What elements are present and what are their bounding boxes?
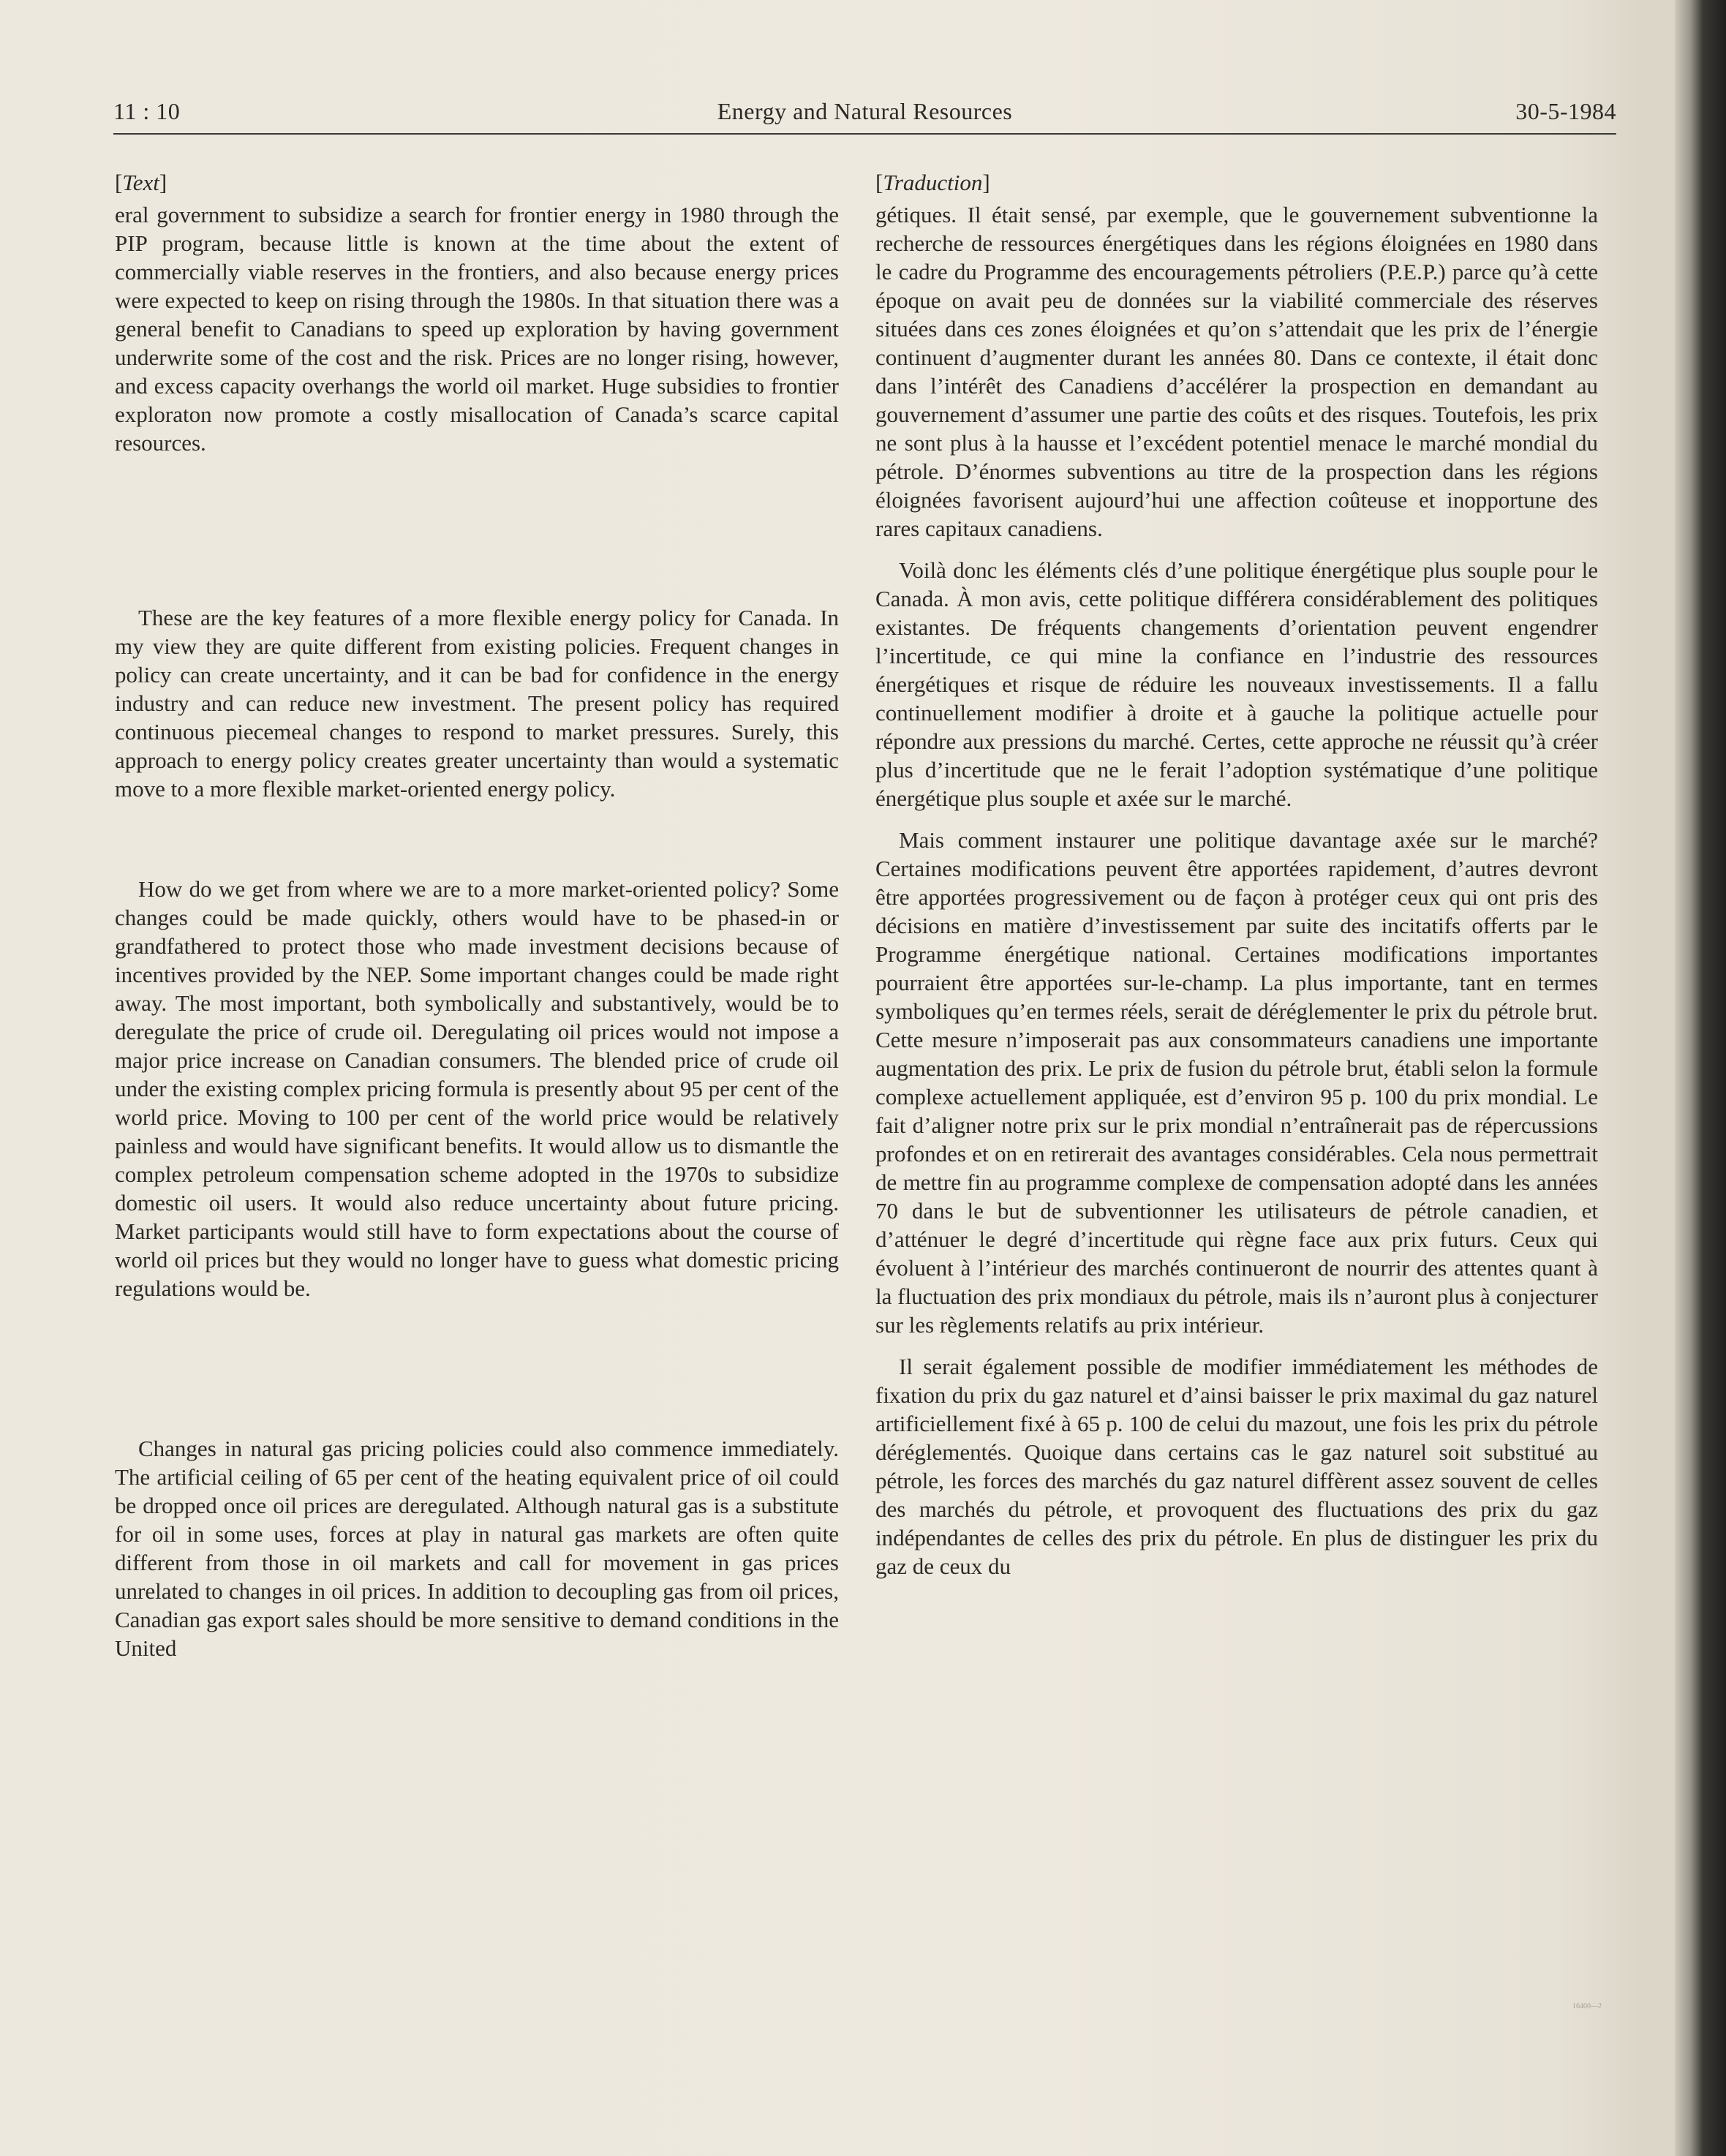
book-spine-shadow — [1675, 0, 1726, 2156]
paragraph: Voilà donc les éléments clés d’une politique énergétique plus souple pour le Canada. À mon avis, cette politique différera considérablement des politiques existantes. De fréquents changements d’orientation peuvent engendrer l’incertitude, ce qui mine la confiance en l’industrie des ressources énergétiques et risque de réduire les nouveaux investissements. Il a fallu continuellement modifier à droite et à gauche la politique actuelle pour répondre aux pressions du marché. Certes, cette approche ne réussit qu’à créer plus d’incertitude que ne le ferait l’adoption systématique d’une politique énergétique plus souple et axée sur le marché. — [875, 557, 1598, 811]
page-number: 11 : 10 — [113, 98, 181, 124]
print-stamp: 16400—2 — [1572, 2002, 1602, 2010]
column-tag-text: Text — [122, 170, 159, 195]
paragraph: These are the key features of a more flexible energy policy for Canada. In my view they are quite different from existing policies. Frequent changes in policy can create uncertainty, and it can be bad for confidence in the energy industry and can reduce new investment. The present policy has required continuous piecemeal changes to respond to market pressures. Surely, this approach to energy policy creates greater uncertainty than would a systematic move to a more flexible market-oriented energy policy. — [115, 605, 839, 802]
paragraph: eral government to subsidize a search for frontier energy in 1980 through the PIP program, because little is known at the time about the extent of commercially viable reserves in the frontiers, and also because energy prices were expected to keep on rising through the 1980s. In that situation there was a general benefit to Canadians to speed up exploration by having government underwrite some of the cost and the risk. Prices are no longer rising, however, and excess capacity overhangs the world oil market. Huge subsidies to frontier exploraton now promote a costly misallocation of Canada’s scarce capital resources. — [115, 202, 839, 456]
paragraph: gétiques. Il était sensé, par exemple, que le gouvernement subventionne la recherche de ressources énergétiques dans les régions éloignées en 1980 dans le cadre du Programme des encouragements pétroliers (P.E.P.) parce qu’à cette époque on avait peu de données sur la viabilité commerciale des réserves situées dans ces zones éloignées et qu’on s’attendait que les prix de l’énergie continuent d’augmenter durant les années 80. Dans ce contexte, il était donc dans l’intérêt des Canadiens d’accélérer la prospection en demandant au gouvernement d’assumer une partie des coûts et des risques. Toutefois, les prix ne sont plus à la hausse et l’excédent potentiel menace le marché mondial du pétrole. D’énormes subventions au titre de la prospection dans les régions éloignées favorisent aujourd’hui une affection coûteuse et inopportune des rares capitaux canadiens. — [875, 202, 1598, 541]
english-column — [115, 170, 839, 1662]
paragraph: Mais comment instaurer une politique davantage axée sur le marché? Certaines modifications peuvent être apportées rapidement, d’autres devront être apportées progressivement ou de façon à protéger ceux qui ont pris des décisions en matière d’investissement par suite des incitatifs offerts par le Programme énergétique national. Certaines modifications importantes pourraient être apportées sur-le-champ. La plus importante, tant en termes symboliques qu’en termes réels, serait de déréglementer le prix du pétrole brut. Cette mesure n’imposerait pas aux consommateurs canadiens une importante augmentation des prix. Le prix de fusion du pétrole brut, établi selon la formule complexe actuellement appliquée, est d’environ 95 p. 100 du prix mondial. Le fait d’aligner notre prix sur le prix mondial n’entraînerait pas de répercussions profondes et on en retirerait des avantages considérables. Cela nous permettrait de mettre fin au programme complexe de compensation adopté dans les années 70 dans le but de subventionner les utilisateurs de pétrole canadien, et d’atténuer le degré d’incertitude qui règne face aux prix futurs. Ceux qui évoluent à l’intérieur des marchés continueront de nourrir des attentes quant à la fluctuation des prix mondiaux du pétrole, mais ils n’auront plus à conjecturer sur les règlements relatifs au prix intérieur. — [875, 827, 1598, 1338]
column-tag-text: Traduction — [883, 170, 983, 195]
paragraph: How do we get from where we are to a more market-oriented policy? Some changes could be made quickly, others would have to be phased-in or grandfathered to protect those who made investment decisions because of incentives provided by the NEP. Some important changes could be made right away. The most important, both symbolically and substantively, would be to deregulate the price of crude oil. Deregulating oil prices would not impose a major price increase on Canadian consumers. The blended price of crude oil under the existing complex pricing formula is presently about 95 per cent of the world price. Moving to 100 per cent of the world price would be relatively painless and would have significant benefits. It would allow us to dismantle the complex petroleum compensation scheme adopted in the 1970s to subsidize domestic oil users. It would also reduce uncertainty about future pricing. Market participants would still have to form expectations about the course of world oil prices but they would no longer have to guess what domestic pricing regulations would be. — [115, 876, 839, 1301]
paragraph: Il serait également possible de modifier immédiatement les méthodes de fixation du prix du gaz naturel et d’ainsi baisser le prix maximal du gaz naturel artificiellement fixé à 65 p. 100 de celui du mazout, une fois les prix du pétrole déréglementés. Quoique dans certains cas le gaz naturel soit substitué au pétrole, les forces des marchés du gaz naturel diffèrent assez souvent de celles des marchés du pétrole, et provoquent des fluctuations des prix du gaz indépendantes de celles des prix du pétrole. En plus de distinguer les prix du gaz de ceux du — [875, 1354, 1598, 1579]
header-rule — [113, 133, 1616, 135]
column-tag: [Traduction] — [875, 170, 990, 195]
paragraph: Changes in natural gas pricing policies could also commence immediately. The artificial ceiling of 65 per cent of the heating equivalent price of oil could be dropped once oil prices are deregulated. Although natural gas is a substitute for oil in some uses, forces at play in natural gas markets are often quite different from those in oil markets and call for movement in gas prices unrelated to changes in oil prices. In addition to decoupling gas from oil prices, Canadian gas export sales should be more sensitive to demand conditions in the United — [115, 1436, 839, 1661]
running-title: Energy and Natural Resources — [717, 98, 1013, 124]
french-column — [875, 170, 1598, 1580]
page-header — [113, 98, 1616, 135]
header-date: 30-5-1984 — [1515, 98, 1616, 124]
column-tag: [Text] — [115, 170, 167, 195]
